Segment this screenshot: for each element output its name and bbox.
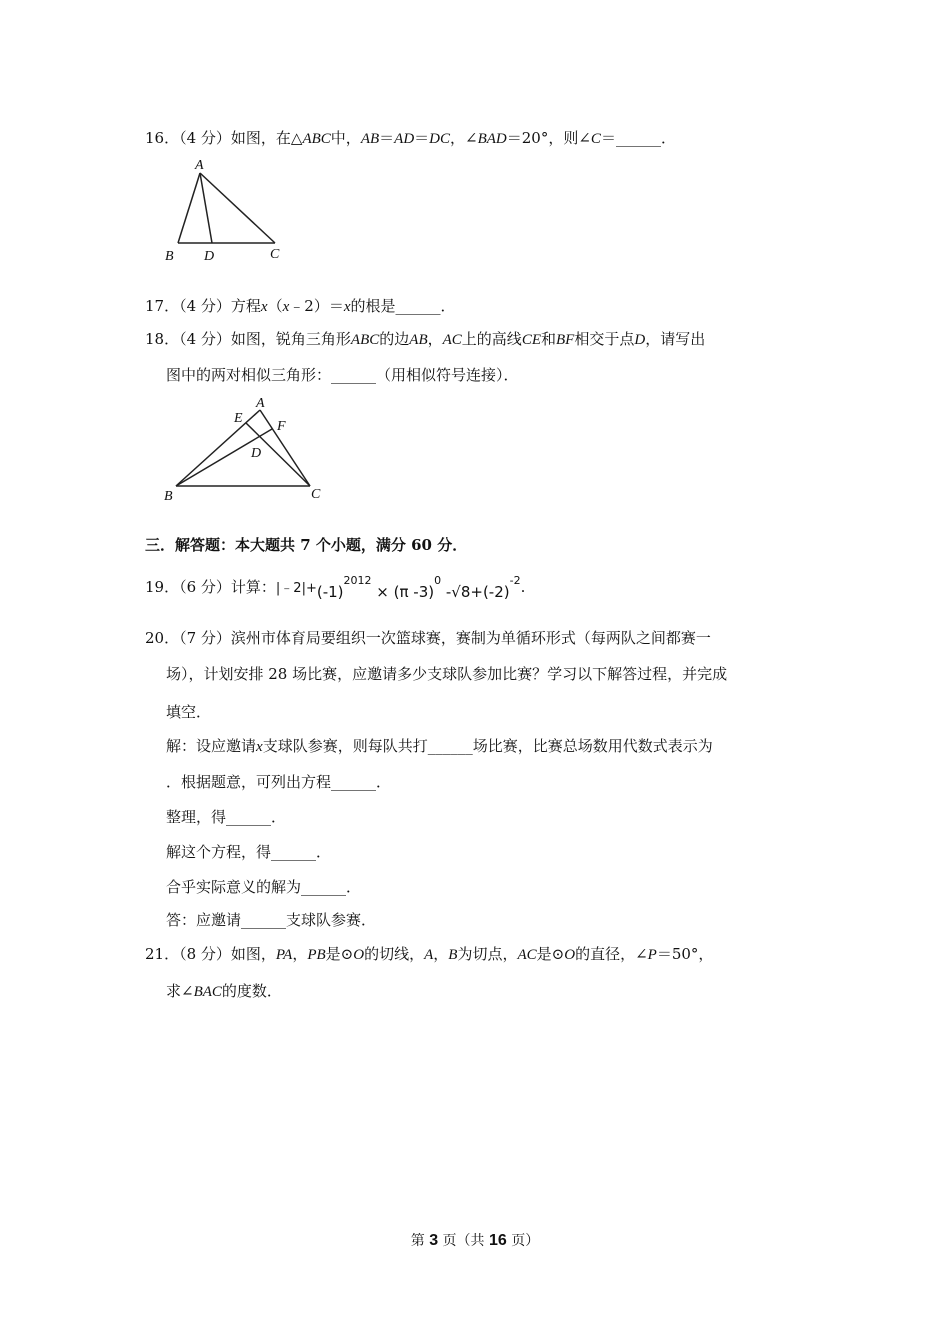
q19-score: （6 分） (179, 578, 231, 596)
q18-label-d: D (251, 446, 262, 461)
q19-expression: $|﹣2|+(-1)^{2012} \times (\pi$ -3)$^0$ $-√8+(-2)^{-2}$. (275, 574, 526, 601)
q20-solution-3: 整理，得______． (166, 808, 287, 826)
q16-line-ab (178, 173, 200, 243)
q19-line: 19．（6 分）计算：$|﹣2|+(-1)^{2012} \times (\pi$ -3)$^0$ $-√8+(-2)^{-2}$. (145, 574, 526, 601)
q16-label-b: B (165, 249, 174, 264)
q16-line: 16．（4 分）如图，在△ABC中，AB＝AD＝DC，∠BAD＝20°，则∠C＝______． (145, 129, 676, 147)
q20-solution-5: 合乎实际意义的解为______． (166, 878, 362, 896)
q18-number: 18． (145, 330, 180, 348)
q20-number: 20． (145, 629, 180, 647)
total-page-count: 16 (489, 1232, 507, 1249)
q16-score: （4 分） (179, 129, 231, 147)
q17-score: （4 分） (179, 297, 231, 315)
q20-solution-1: 解：设应邀请x支球队参赛，则每队共打______场比赛，比赛总场数用代数式表示为 (166, 737, 713, 755)
q20-score: （7 分） (179, 629, 231, 647)
q16-label-d: D (204, 249, 215, 264)
q18-line-ab (176, 410, 260, 486)
section-3-heading: 三．解答题：本大题共 7 个小题，满分 60 分． (145, 536, 468, 554)
q20-solution-4: 解这个方程，得______． (166, 843, 332, 861)
q21-number: 21． (145, 945, 180, 963)
q18-label-c: C (311, 487, 321, 502)
q20-solution-2: ．根据题意，可列出方程______． (166, 773, 392, 791)
q18-line-2: 图中的两对相似三角形：______（用相似符号连接）． (166, 366, 519, 384)
q18-label-e: E (234, 411, 243, 426)
q18-triangle-figure (158, 392, 333, 507)
q16-label-a: A (195, 158, 204, 173)
q21-score: （8 分） (179, 945, 231, 963)
q20-line-3: 填空． (166, 703, 212, 721)
q17-line: 17．（4 分）方程x（x﹣2）＝x的根是______． (145, 297, 456, 315)
q17-number: 17． (145, 297, 180, 315)
q21-line-1: 21．（8 分）如图，PA，PB是⊙O的切线，A，B为切点，AC是⊙O的直径，∠P＝50°， (145, 945, 714, 963)
q16-label-c: C (270, 247, 280, 262)
q19-number: 19． (145, 578, 180, 596)
q20-solution-6: 答：应邀请______支球队参赛． (166, 911, 377, 929)
q20-line-1: 20．（7 分）滨州市体育局要组织一次篮球赛，赛制为单循环形式（每两队之间都赛一 (145, 629, 711, 647)
current-page-number: 3 (429, 1232, 439, 1249)
q16-triangle-figure (160, 155, 295, 265)
q18-label-f: F (277, 419, 286, 434)
q18-label-b: B (164, 489, 173, 504)
q21-line-2: 求∠BAC的度数． (166, 982, 282, 1000)
q18-label-a: A (256, 396, 265, 411)
q18-line-1: 18．（4 分）如图，锐角三角形ABC的边AB，AC上的高线CE和BF相交于点D，请写出 (145, 330, 706, 348)
q18-score: （4 分） (179, 330, 231, 348)
q16-line-ac (200, 173, 275, 243)
page-footer: 第 3 页（共 16 页） (410, 1232, 540, 1249)
q16-number: 16． (145, 129, 180, 147)
q20-line-2: 场），计划安排 28 场比赛，应邀请多少支球队参加比赛？学习以下解答过程，并完成 (166, 665, 728, 683)
